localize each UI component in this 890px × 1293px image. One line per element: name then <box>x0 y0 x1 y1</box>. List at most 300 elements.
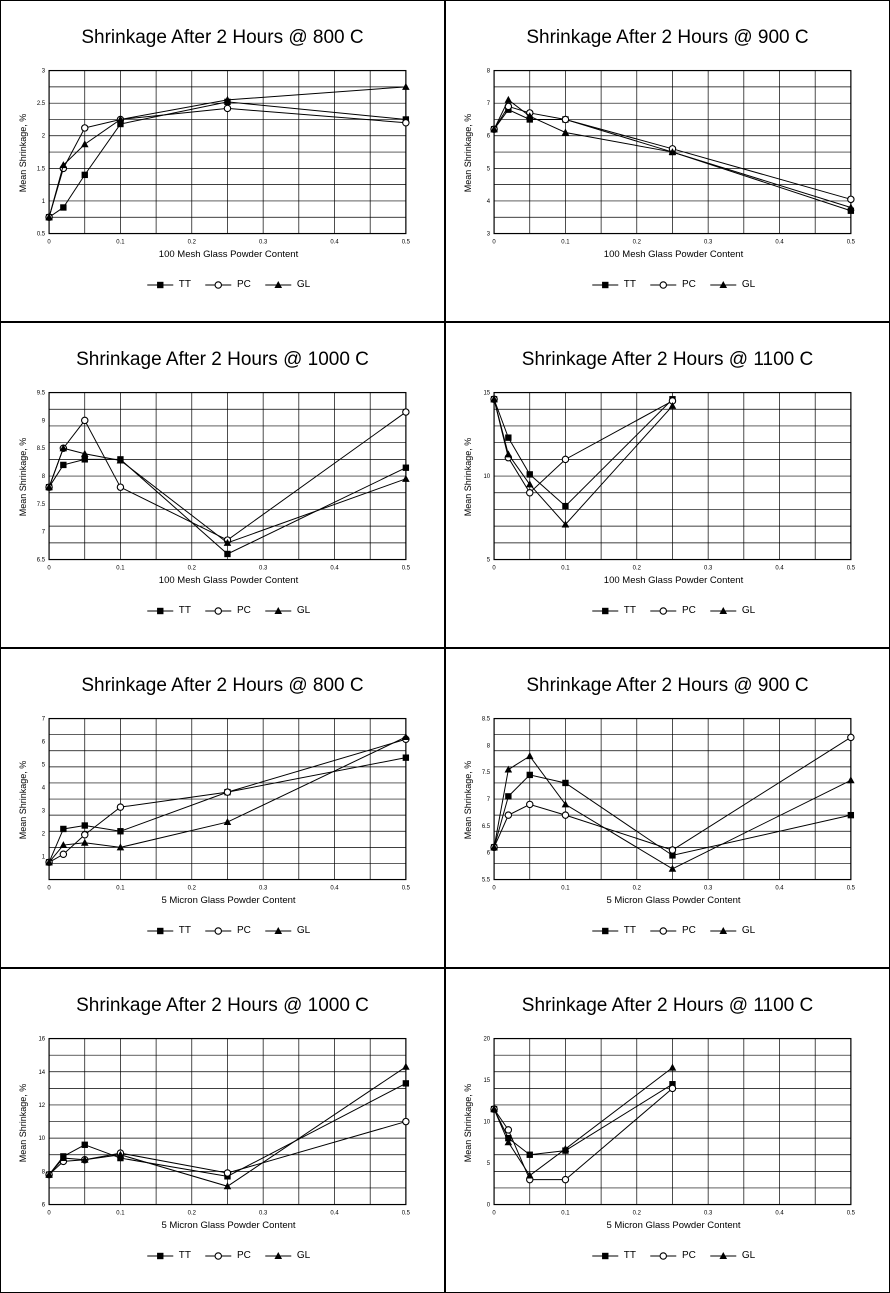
y-tick-label: 16 <box>38 1036 46 1043</box>
x-axis-label: 5 Micron Glass Powder Content <box>161 1220 296 1231</box>
legend-swatch-marker <box>660 927 666 933</box>
legend-label: TT <box>178 605 191 616</box>
y-tick-label: 5 <box>486 1161 491 1168</box>
data-point-tt <box>505 793 511 799</box>
legend-swatch-marker <box>215 281 221 287</box>
y-tick-label: 2 <box>41 133 46 140</box>
legend-swatch-gl <box>265 926 291 936</box>
x-axis-label: 100 Mesh Glass Powder Content <box>158 575 299 586</box>
data-point-gl <box>81 140 89 147</box>
chart-title: Shrinkage After 2 Hours @ 1100 C <box>521 995 814 1016</box>
legend-swatch-tt <box>147 606 173 616</box>
data-point-tt <box>403 754 409 760</box>
legend <box>147 1250 310 1261</box>
x-tick-label: 0.4 <box>775 1210 784 1217</box>
gridlines <box>49 393 406 560</box>
y-tick-label: 9.5 <box>36 390 46 397</box>
data-point-gl <box>562 129 570 136</box>
x-tick-label: 0.1 <box>116 239 125 246</box>
x-tick-label: 0.3 <box>704 239 713 246</box>
x-tick-label: 0.1 <box>561 239 570 246</box>
data-point-pc <box>224 1170 230 1176</box>
legend-label: TT <box>623 605 636 616</box>
x-tick-label: 0.2 <box>632 239 641 246</box>
legend-swatch-pc <box>205 606 231 616</box>
x-tick-label: 0.1 <box>561 565 570 572</box>
data-point-pc <box>403 409 409 415</box>
legend-swatch-tt <box>592 926 618 936</box>
series-tt <box>491 1081 676 1158</box>
legend-swatch-marker <box>157 607 163 613</box>
legend-swatch-marker <box>157 281 163 287</box>
legend-label: PC <box>236 605 251 616</box>
x-axis-label: 100 Mesh Glass Powder Content <box>603 249 744 260</box>
x-tick-label: 0.3 <box>704 885 713 892</box>
legend-item-tt <box>592 279 636 290</box>
legend-swatch-pc <box>650 1251 676 1261</box>
y-tick-label: 5 <box>41 762 46 769</box>
data-point-pc <box>562 1176 568 1182</box>
x-tick-label: 0 <box>492 565 496 572</box>
y-tick-label: 5.5 <box>481 877 491 884</box>
legend <box>147 605 310 616</box>
data-point-pc <box>117 484 123 490</box>
legend-swatch-marker <box>660 607 666 613</box>
data-point-pc <box>527 801 533 807</box>
gridlines <box>49 1039 406 1205</box>
x-tick-label: 0.4 <box>775 239 784 246</box>
legend-swatch-marker <box>157 1252 163 1258</box>
chart-panel <box>445 322 890 648</box>
legend <box>592 925 755 936</box>
y-tick-label: 4 <box>41 785 46 792</box>
data-point-pc <box>60 851 66 857</box>
chart-panel <box>445 968 890 1293</box>
x-tick-label: 0.2 <box>187 885 196 892</box>
legend-swatch-tt <box>592 606 618 616</box>
data-point-tt <box>505 434 511 440</box>
y-tick-label: 7.5 <box>36 501 46 508</box>
chart-panel <box>445 648 890 968</box>
x-tick-label: 0.1 <box>561 1210 570 1217</box>
legend-swatch-marker <box>602 1252 608 1258</box>
y-tick-label: 6 <box>486 133 491 140</box>
chart-svg <box>1 649 444 967</box>
x-tick-label: 0.2 <box>632 1210 641 1217</box>
legend-label: GL <box>741 1250 756 1261</box>
chart-panel <box>0 968 445 1293</box>
gridlines <box>49 719 406 880</box>
legend-label: TT <box>178 1250 191 1261</box>
x-tick-label: 0.4 <box>330 1210 339 1217</box>
data-point-pc <box>403 120 409 126</box>
data-point-pc <box>527 490 533 496</box>
x-tick-label: 0.2 <box>187 239 196 246</box>
chart-svg <box>1 969 444 1292</box>
y-tick-label: 14 <box>38 1069 46 1076</box>
y-axis-label: Mean Shrinkage, % <box>18 1083 28 1162</box>
legend-item-tt <box>147 925 191 936</box>
x-tick-label: 0.5 <box>401 239 410 246</box>
legend-label: PC <box>236 925 251 936</box>
chart-svg <box>1 323 444 647</box>
x-tick-label: 0.4 <box>775 565 784 572</box>
legend-label: TT <box>178 279 191 290</box>
legend-item-tt <box>592 925 636 936</box>
y-tick-label: 1.5 <box>36 166 46 173</box>
legend-swatch-gl <box>710 926 736 936</box>
x-tick-label: 0 <box>47 1210 51 1217</box>
y-tick-label: 7 <box>486 797 491 804</box>
data-point-gl <box>402 83 410 90</box>
legend-item-pc <box>205 605 251 616</box>
legend-swatch-marker <box>660 281 666 287</box>
series-tt <box>491 396 676 509</box>
data-point-tt <box>82 456 88 462</box>
data-point-pc <box>117 804 123 810</box>
x-tick-label: 0.5 <box>401 885 410 892</box>
legend-label: GL <box>296 605 311 616</box>
legend-label: GL <box>741 279 756 290</box>
legend-item-pc <box>650 279 696 290</box>
x-tick-label: 0.1 <box>116 1210 125 1217</box>
x-tick-label: 0 <box>492 1210 496 1217</box>
legend-label: PC <box>681 925 696 936</box>
y-tick-label: 15 <box>483 1078 491 1085</box>
y-tick-label: 8.5 <box>481 716 491 723</box>
data-point-gl <box>669 865 677 872</box>
data-point-gl <box>402 1063 410 1070</box>
data-point-tt <box>82 822 88 828</box>
legend <box>147 925 310 936</box>
legend-label: GL <box>296 925 311 936</box>
x-tick-label: 0.4 <box>330 565 339 572</box>
legend-swatch-gl <box>710 280 736 290</box>
x-tick-label: 0.3 <box>259 565 268 572</box>
x-tick-label: 0.5 <box>401 1210 411 1217</box>
legend-label: PC <box>236 1250 251 1261</box>
legend-swatch-marker <box>215 607 221 613</box>
legend-swatch-gl <box>265 606 291 616</box>
x-tick-label: 0.5 <box>846 565 856 572</box>
x-tick-label: 0.2 <box>187 1210 196 1217</box>
chart-svg <box>1 1 444 321</box>
data-point-gl <box>847 776 855 783</box>
data-point-tt <box>403 465 409 471</box>
legend-swatch-pc <box>205 1251 231 1261</box>
x-tick-label: 0 <box>47 565 51 572</box>
legend-item-gl <box>265 925 310 936</box>
x-tick-label: 0.3 <box>704 565 713 572</box>
y-tick-label: 5 <box>486 166 491 173</box>
y-tick-label: 10 <box>483 1119 491 1126</box>
y-tick-label: 7 <box>41 716 46 723</box>
legend <box>592 279 755 290</box>
x-axis-label: 5 Micron Glass Powder Content <box>161 895 296 906</box>
legend-item-gl <box>710 925 755 936</box>
legend-swatch-pc <box>205 926 231 936</box>
y-tick-label: 10 <box>483 474 491 481</box>
x-tick-label: 0 <box>492 885 496 892</box>
legend-item-gl <box>265 1250 310 1261</box>
legend-swatch-gl <box>265 280 291 290</box>
data-point-pc <box>505 1127 511 1133</box>
y-axis-label: Mean Shrinkage, % <box>18 760 28 840</box>
y-axis-label: Mean Shrinkage, % <box>463 437 473 517</box>
legend-label: PC <box>681 1250 696 1261</box>
legend-item-tt <box>147 279 191 290</box>
y-axis-label: Mean Shrinkage, % <box>18 437 28 517</box>
legend-swatch-pc <box>205 280 231 290</box>
y-tick-label: 10 <box>38 1136 46 1143</box>
y-tick-label: 6 <box>41 739 46 746</box>
legend <box>147 279 310 290</box>
legend-item-gl <box>710 605 755 616</box>
data-point-tt <box>527 772 533 778</box>
data-point-pc <box>82 125 88 131</box>
x-tick-label: 0.5 <box>846 885 855 892</box>
data-point-gl <box>526 752 534 759</box>
legend-label: GL <box>296 1250 311 1261</box>
data-point-pc <box>403 1118 409 1124</box>
legend-swatch-tt <box>147 926 173 936</box>
data-point-tt <box>60 826 66 832</box>
chart-panel <box>0 0 445 322</box>
y-tick-label: 0.5 <box>36 231 46 238</box>
legend-label: PC <box>681 279 696 290</box>
data-point-tt <box>117 828 123 834</box>
y-tick-label: 2 <box>41 831 46 838</box>
x-tick-label: 0.2 <box>187 565 196 572</box>
y-tick-label: 3 <box>486 231 491 238</box>
chart-panel <box>445 0 890 322</box>
legend-swatch-marker <box>602 927 608 933</box>
series-gl <box>490 395 676 527</box>
data-point-tt <box>60 204 66 210</box>
x-tick-label: 0.1 <box>116 565 125 572</box>
legend-swatch-pc <box>650 280 676 290</box>
legend-label: GL <box>741 925 756 936</box>
legend-item-tt <box>147 605 191 616</box>
x-tick-label: 0.3 <box>259 885 268 892</box>
data-point-tt <box>527 1152 533 1158</box>
data-point-pc <box>562 456 568 462</box>
legend-swatch-marker <box>602 607 608 613</box>
y-tick-label: 6.5 <box>481 823 491 830</box>
x-tick-label: 0.4 <box>330 885 339 892</box>
y-tick-label: 3 <box>41 808 46 815</box>
legend-label: TT <box>623 925 636 936</box>
y-axis-label: Mean Shrinkage, % <box>463 760 473 840</box>
legend-swatch-marker <box>157 927 163 933</box>
chart-svg <box>446 649 889 967</box>
data-point-pc <box>82 832 88 838</box>
legend-swatch-gl <box>265 1251 291 1261</box>
data-point-gl <box>669 1064 677 1071</box>
chart-title: Shrinkage After 2 Hours @ 800 C <box>81 675 364 696</box>
data-point-pc <box>669 1085 675 1091</box>
legend-label: GL <box>741 605 756 616</box>
y-tick-label: 8 <box>41 474 46 481</box>
series-line-gl <box>494 399 672 524</box>
data-point-gl <box>505 450 513 457</box>
y-tick-label: 8 <box>41 1169 46 1176</box>
legend-label: TT <box>623 279 636 290</box>
data-point-pc <box>224 105 230 111</box>
legend-item-tt <box>592 1250 636 1261</box>
y-tick-label: 7.5 <box>481 770 491 777</box>
x-tick-label: 0.3 <box>704 1210 713 1217</box>
legend-swatch-gl <box>710 606 736 616</box>
y-tick-label: 0 <box>486 1202 491 1209</box>
x-tick-label: 0 <box>47 239 51 246</box>
legend-item-pc <box>650 925 696 936</box>
y-tick-label: 15 <box>483 390 491 397</box>
data-point-gl <box>81 839 89 846</box>
y-tick-label: 6.5 <box>36 557 46 564</box>
legend-swatch-gl <box>710 1251 736 1261</box>
legend-item-gl <box>710 279 755 290</box>
chart-title: Shrinkage After 2 Hours @ 1100 C <box>521 349 814 370</box>
x-axis-label: 100 Mesh Glass Powder Content <box>603 575 744 586</box>
y-tick-label: 1 <box>41 854 46 861</box>
data-point-pc <box>82 417 88 423</box>
y-tick-label: 8 <box>486 743 491 750</box>
chart-svg <box>446 1 889 321</box>
x-tick-label: 0.4 <box>775 885 784 892</box>
data-point-pc <box>848 734 854 740</box>
data-point-pc <box>848 196 854 202</box>
legend-item-tt <box>147 1250 191 1261</box>
chart-svg <box>446 969 889 1292</box>
y-axis-label: Mean Shrinkage, % <box>463 113 473 193</box>
x-tick-label: 0.1 <box>561 885 570 892</box>
chart-title: Shrinkage After 2 Hours @ 1000 C <box>76 995 369 1016</box>
data-point-gl <box>402 733 410 740</box>
y-tick-label: 2.5 <box>36 101 46 108</box>
legend <box>592 1250 755 1261</box>
x-axis-label: 5 Micron Glass Powder Content <box>606 1220 741 1231</box>
data-point-pc <box>505 812 511 818</box>
legend-swatch-marker <box>660 1252 666 1258</box>
x-tick-label: 0.5 <box>401 565 411 572</box>
legend-label: TT <box>623 1250 636 1261</box>
series-line-pc <box>494 399 672 493</box>
chart-panel <box>0 648 445 968</box>
chart-title: Shrinkage After 2 Hours @ 1000 C <box>76 349 369 370</box>
data-point-tt <box>562 503 568 509</box>
y-tick-label: 7 <box>41 529 46 536</box>
y-tick-label: 8 <box>486 68 491 75</box>
x-tick-label: 0 <box>47 885 51 892</box>
x-tick-label: 0.2 <box>632 885 641 892</box>
legend-item-pc <box>205 279 251 290</box>
legend-swatch-tt <box>592 1251 618 1261</box>
y-tick-label: 6 <box>41 1202 46 1209</box>
data-point-tt <box>527 471 533 477</box>
x-axis-label: 5 Micron Glass Powder Content <box>606 895 741 906</box>
legend-swatch-tt <box>592 280 618 290</box>
legend-item-pc <box>205 925 251 936</box>
x-tick-label: 0.3 <box>259 239 268 246</box>
series-gl <box>490 1064 676 1179</box>
y-tick-label: 3 <box>41 68 46 75</box>
y-tick-label: 20 <box>483 1036 491 1043</box>
gridlines <box>49 71 406 234</box>
data-point-tt <box>403 1080 409 1086</box>
legend-swatch-tt <box>147 280 173 290</box>
data-point-tt <box>224 551 230 557</box>
data-point-tt <box>60 462 66 468</box>
legend-label: GL <box>296 279 311 290</box>
x-tick-label: 0.1 <box>116 885 125 892</box>
legend-swatch-pc <box>650 926 676 936</box>
x-axis-label: 100 Mesh Glass Powder Content <box>158 249 299 260</box>
series-line-pc <box>494 1088 672 1179</box>
chart-panel <box>0 322 445 648</box>
data-point-tt <box>562 780 568 786</box>
data-point-gl <box>224 818 232 825</box>
data-point-pc <box>224 789 230 795</box>
y-tick-label: 8.5 <box>36 446 46 453</box>
y-tick-label: 7 <box>486 101 491 108</box>
legend-swatch-marker <box>215 1252 221 1258</box>
chart-svg <box>446 323 889 647</box>
legend-label: TT <box>178 925 191 936</box>
y-tick-label: 1 <box>41 198 46 205</box>
legend-item-pc <box>650 605 696 616</box>
y-tick-label: 5 <box>486 557 491 564</box>
series-line-tt <box>494 1084 672 1155</box>
y-tick-label: 4 <box>486 198 491 205</box>
legend-label: PC <box>681 605 696 616</box>
data-point-pc <box>562 116 568 122</box>
x-tick-label: 0.3 <box>259 1210 268 1217</box>
y-tick-label: 9 <box>41 418 46 425</box>
x-tick-label: 0 <box>492 239 496 246</box>
y-tick-label: 12 <box>38 1102 46 1109</box>
legend-swatch-tt <box>147 1251 173 1261</box>
data-point-pc <box>562 812 568 818</box>
legend-swatch-pc <box>650 606 676 616</box>
y-tick-label: 6 <box>486 850 491 857</box>
x-tick-label: 0.2 <box>632 565 641 572</box>
data-point-tt <box>848 812 854 818</box>
y-axis-label: Mean Shrinkage, % <box>463 1083 473 1162</box>
chart-title: Shrinkage After 2 Hours @ 800 C <box>81 27 364 48</box>
legend-item-pc <box>650 1250 696 1261</box>
legend-item-pc <box>205 1250 251 1261</box>
y-axis-label: Mean Shrinkage, % <box>18 113 28 193</box>
legend-swatch-marker <box>215 927 221 933</box>
x-tick-label: 0.5 <box>846 239 855 246</box>
legend-item-gl <box>265 605 310 616</box>
legend-item-tt <box>592 605 636 616</box>
legend-swatch-marker <box>602 281 608 287</box>
legend-label: PC <box>236 279 251 290</box>
chart-title: Shrinkage After 2 Hours @ 900 C <box>526 675 809 696</box>
series-pc <box>491 396 676 496</box>
legend-item-gl <box>265 279 310 290</box>
legend <box>592 605 755 616</box>
data-point-tt <box>82 1142 88 1148</box>
data-point-tt <box>82 172 88 178</box>
data-point-pc <box>669 847 675 853</box>
chart-title: Shrinkage After 2 Hours @ 900 C <box>526 27 809 48</box>
x-tick-label: 0.5 <box>846 1210 856 1217</box>
legend-item-gl <box>710 1250 755 1261</box>
data-point-gl <box>505 96 513 103</box>
